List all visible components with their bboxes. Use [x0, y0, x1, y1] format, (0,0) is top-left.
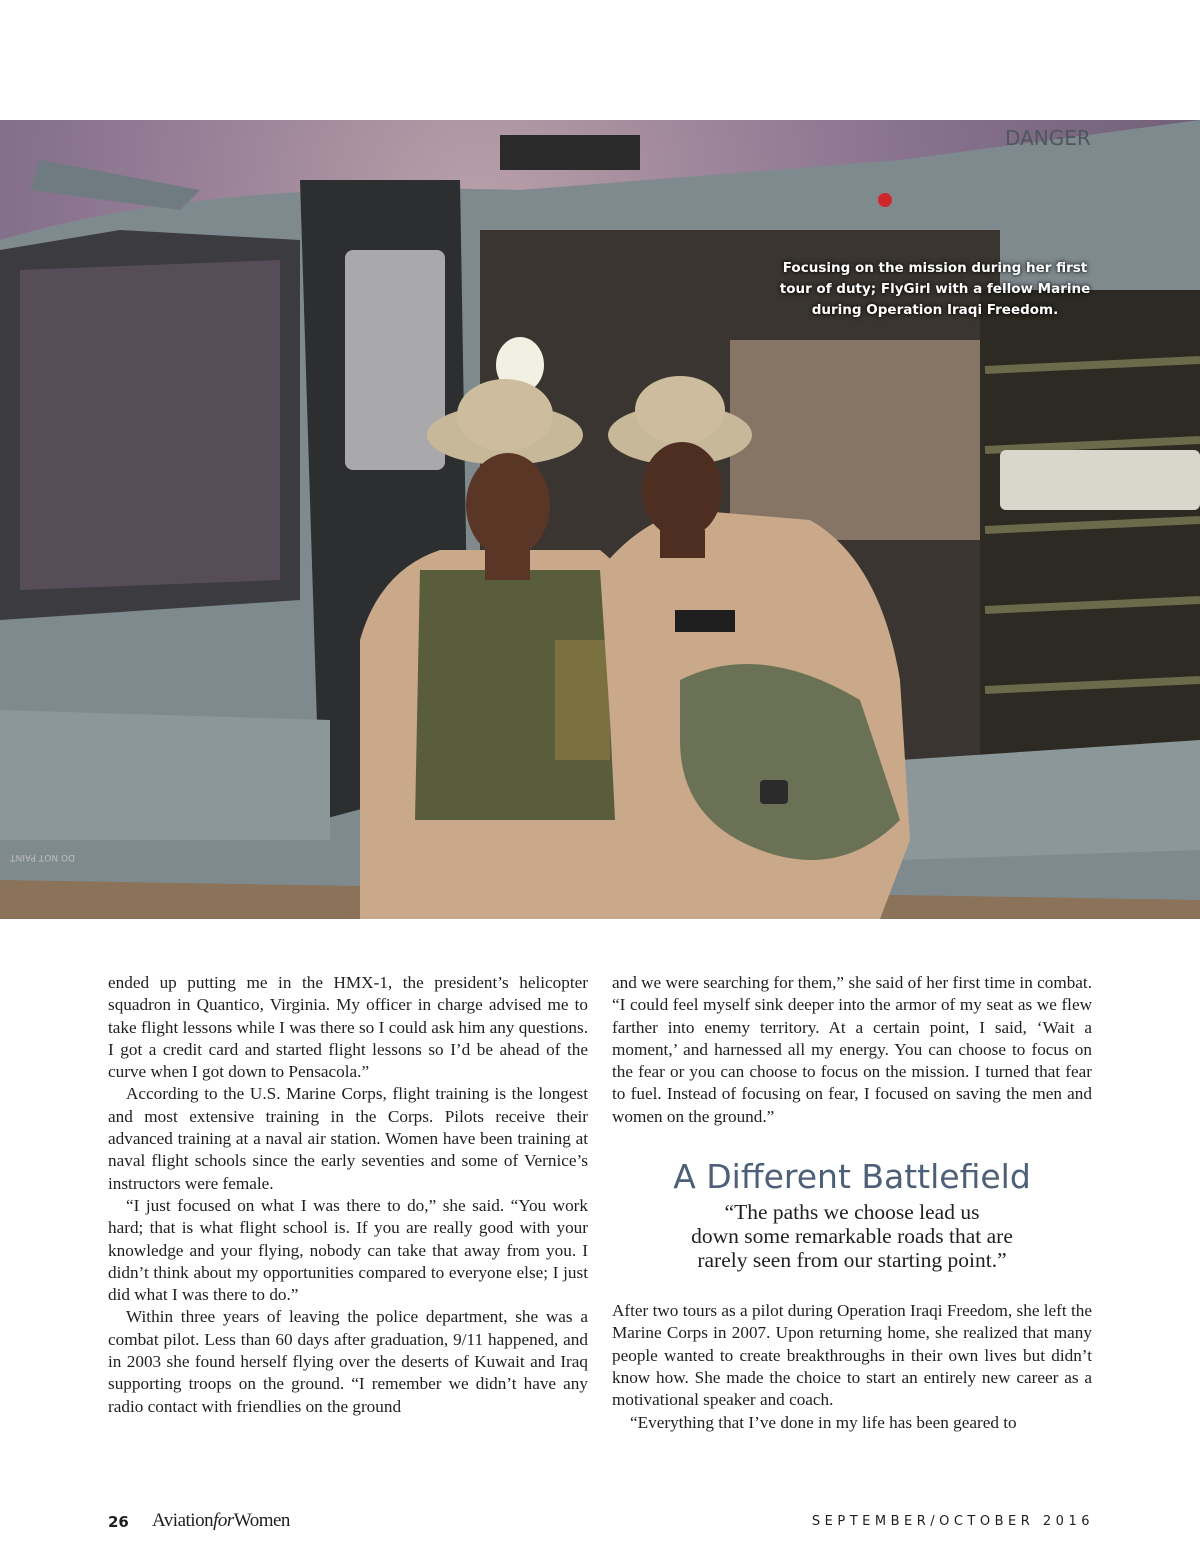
floor-marking: DO NOT PAINT [10, 852, 75, 862]
door-gun [1000, 450, 1200, 510]
paragraph: According to the U.S. Marine Corps, flight training is the longest and most extensive training in the Corps. Pilots receive their advanced training at a naval air station. Women have been training at naval flight schools since the early seventies and some of Vernice’s instructors were female. [108, 1084, 588, 1193]
paragraph: Within three years of leaving the police department, she was a combat pilot. Less than 60 days after graduation, 9/11 happened, and in 2003 she found herself flying over the deserts of Kuwait and Iraq supporting troops on the ground. “I remember we didn’t have any radio contact with friendlies on the ground [108, 1307, 588, 1416]
pull-quote-line: rarely seen from our starting point.” [697, 1248, 1007, 1273]
feature-photo [0, 120, 1200, 919]
tail-marking: DANGER [1005, 126, 1091, 150]
beacon-light [878, 193, 892, 207]
paragraph: ended up putting me in the HMX-1, the president’s helicopter squadron in Quantico, Virginia. My officer in charge advised me to take flight lessons while I was there so I could ask him any questions. I got a credit card and started flight lessons so I’d be ahead of the curve when I got down to Pensacola.” [108, 973, 588, 1082]
cockpit-glass [20, 260, 280, 590]
engine-intake [500, 135, 640, 170]
cabin-opening [730, 340, 1000, 540]
article-column-right [612, 972, 1092, 1434]
pull-quote [612, 1200, 1092, 1272]
lower-fuselage-left [0, 710, 330, 840]
paragraph: After two tours as a pilot during Operation Iraqi Freedom, she left the Marine Corps in 2007. Upon returning home, she realized that many people wanted to create breakthroughs in their own lives but didn’t know how. She made the choice to start an entirely new career as a motivational speaker and coach. [612, 1301, 1092, 1410]
pull-quote-line: down some remarkable roads that are [691, 1224, 1013, 1249]
issue-date: SEPTEMBER/OCTOBER 2016 [811, 1514, 1094, 1529]
rotor-blade [30, 160, 200, 210]
pull-quote-line: “The paths we choose lead us [724, 1200, 980, 1225]
lower-fuselage-right [900, 740, 1200, 860]
photo-caption: Focusing on the mission during her first tour of duty; FlyGirl with a fellow Marine during Operation Iraqi Freedom. [779, 260, 1091, 318]
page-footer [108, 1510, 1094, 1536]
section-subhead: A Different Battlefield [673, 1157, 1031, 1197]
photo-illustration [0, 120, 1200, 919]
article-column-left [108, 972, 588, 1418]
magazine-name: AviationforWomen [152, 1510, 290, 1531]
paragraph: “I just focused on what I was there to do,” she said. “You work hard; that is what flight school is. If you are really good with your knowledge and your flying, nobody can take that away from you. I didn’t think about my opportunities compared to everyone else; I just did what I was there to do.” [108, 1195, 588, 1305]
paragraph: “Everything that I’ve done in my life has been geared to [630, 1412, 1017, 1432]
paragraph: and we were searching for them,” she said of her first time in combat. “I could feel myself sink deeper into the armor of my seat as we flew farther into enemy territory. At a certain point, I said, ‘Wait a moment,’ and harnessed all my energy. You can choose to focus on the fear or you can choose to focus on the mission. I turned that fear to fuel. Instead of focusing on fear, I focused on saving the men and women on the ground.” [612, 973, 1092, 1126]
page-number: 26 [108, 1513, 129, 1531]
